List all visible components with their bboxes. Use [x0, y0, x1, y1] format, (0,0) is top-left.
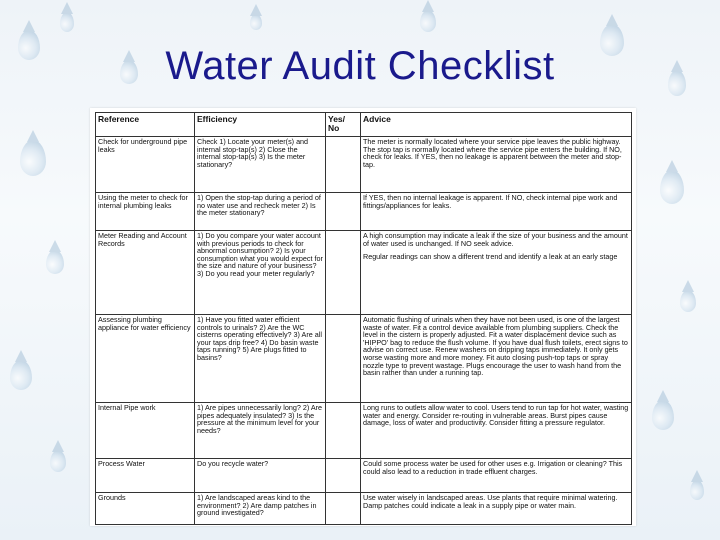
- water-drop-icon: [10, 360, 32, 390]
- advice-text: Regular readings can show a different trend and identify a leak at an early stage: [363, 252, 618, 262]
- table-row: [96, 315, 632, 403]
- yes-no-cell[interactable]: [326, 193, 361, 231]
- reference-cell: Check for underground pipe leaks: [96, 137, 195, 193]
- reference-cell: Grounds: [96, 493, 195, 525]
- advice-cell: [361, 315, 632, 403]
- yes-no-cell[interactable]: [326, 493, 361, 525]
- yes-no-cell[interactable]: [326, 403, 361, 459]
- advice-cell: [361, 137, 632, 193]
- table-row: [96, 231, 632, 315]
- water-drop-icon: [680, 290, 696, 312]
- advice-text: Could some process water be used for other uses e.g. Irrigation or cleaning? This could also lead to a reduction in trade effluent charges.: [363, 459, 623, 476]
- water-drop-icon: [420, 10, 436, 32]
- reference-cell: Internal Pipe work: [96, 403, 195, 459]
- table-row: [96, 459, 632, 493]
- water-drop-icon: [690, 480, 704, 500]
- yes-no-cell[interactable]: [326, 137, 361, 193]
- efficiency-cell: 1) Are landscaped areas kind to the environment? 2) Are damp patches in ground investigated?: [195, 493, 326, 525]
- advice-cell: [361, 193, 632, 231]
- column-header-yes-no: Yes/ No: [326, 113, 361, 137]
- efficiency-cell: 1) Open the stop-tap during a period of no water use and recheck meter 2) Is the meter stationary?: [195, 193, 326, 231]
- advice-cell: [361, 493, 632, 525]
- water-drop-icon: [652, 400, 674, 430]
- reference-cell: Meter Reading and Account Records: [96, 231, 195, 315]
- column-header-efficiency: Efficiency: [195, 113, 326, 137]
- table-row: [96, 137, 632, 193]
- advice-text: Use water wisely in landscaped areas. Use plants that require minimal watering. Damp patches could indicate a leak in a supply pipe or water main.: [363, 493, 618, 510]
- advice-cell: [361, 231, 632, 315]
- advice-text: If YES, then no internal leakage is apparent. If NO, check internal pipe work and fittings/appliances for leaks.: [363, 193, 618, 210]
- efficiency-cell: 1) Do you compare your water account with previous periods to check for abnormal consumption? 2) Is your consumption what you would expect for the size and nature of your business? 3) Do you read your meter regularly?: [195, 231, 326, 315]
- reference-cell: Process Water: [96, 459, 195, 493]
- water-drop-icon: [60, 12, 74, 32]
- efficiency-cell: 1) Are pipes unnecessarily long? 2) Are pipes adequately insulated? 3) Is the pressure at the minimum level for your needs?: [195, 403, 326, 459]
- slide-title: Water Audit Checklist: [165, 44, 555, 88]
- reference-cell: Using the meter to check for internal plumbing leaks: [96, 193, 195, 231]
- column-header-advice: Advice: [361, 113, 632, 137]
- column-header-reference: Reference: [96, 113, 195, 137]
- water-drop-icon: [50, 450, 66, 472]
- yes-no-cell[interactable]: [326, 459, 361, 493]
- advice-text: Long runs to outlets allow water to cool. Users tend to run tap for hot water, wasting water and energy. Consider re-routing in vulnerable areas. Burst pipes cause damage, loss of water and productivity. Consider fitting a pressure regulator.: [363, 403, 629, 428]
- efficiency-cell: 1) Have you fitted water efficient controls to urinals? 2) Are the WC cisterns operating effectively? 3) Are all your taps drip free? 4) Do basin waste taps running? 5) Are plugs fitted to basins?: [195, 315, 326, 403]
- reference-cell: Assessing plumbing appliance for water efficiency: [96, 315, 195, 403]
- water-drop-icon: [46, 250, 64, 274]
- advice-cell: [361, 403, 632, 459]
- table-row: [96, 403, 632, 459]
- advice-text: A high consumption may indicate a leak if the size of your business and the amount of water used is unchanged. If NO seek advice.: [363, 231, 628, 248]
- table-row: [96, 493, 632, 525]
- advice-text: The meter is normally located where your service pipe leaves the public highway. The stop tap is normally located where the service pipe enters the building. If NO, check for leaks. If YES, then no leakage is apparent between the meter and stop-tap.: [363, 137, 622, 169]
- yes-no-cell[interactable]: [326, 315, 361, 403]
- water-drop-icon: [660, 170, 684, 204]
- advice-cell: [361, 459, 632, 493]
- checklist-table: [95, 112, 632, 525]
- efficiency-cell: Do you recycle water?: [195, 459, 326, 493]
- table-row: [96, 193, 632, 231]
- efficiency-cell: Check 1) Locate your meter(s) and internal stop-tap(s) 2) Close the internal stop-tap(s) 3) Is the meter stationary?: [195, 137, 326, 193]
- table-header-row: [96, 113, 632, 137]
- water-drop-icon: [20, 140, 46, 176]
- checklist-sheet: [90, 108, 636, 526]
- yes-no-cell[interactable]: [326, 231, 361, 315]
- water-drop-icon: [250, 14, 262, 30]
- advice-text: Automatic flushing of urinals when they have not been used, is one of the largest waste of water. Fit a control device available from plumbing suppliers. Check the level in the cistern is properly adjusted. Fit a water displacement device such as 'HIPPO' bag to reduce the flush volume. If you have dual flush toilets, erect signs to advise on correct use. Renew washers on dripping taps immediately. It only gets worse wasting more and more money. Fit auto closing push-top taps or spray nozzle type to prevent wastage. Plugs encourage the user to wash hand from the basin rather than under a running tap.: [363, 315, 628, 378]
